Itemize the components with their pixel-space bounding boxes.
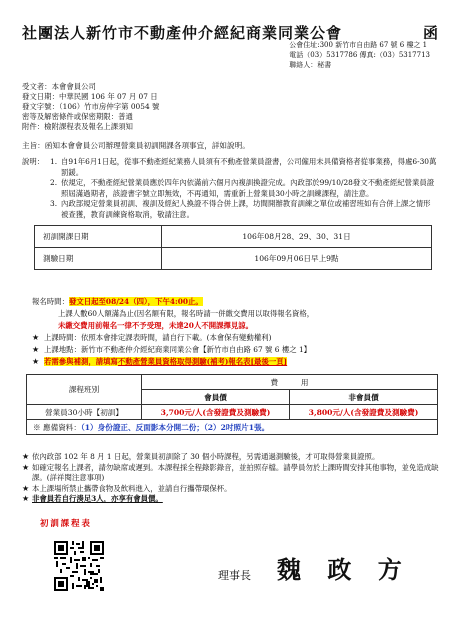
table-row <box>35 226 432 248</box>
document-type: 函 <box>423 24 439 42</box>
contact-address: 公會住址:300 新竹市自由路 67 號 6 樓之 1 <box>289 41 428 49</box>
note-lead: 說明： <box>22 157 45 166</box>
meta-security: 密等及解密條件或保密期限：普通 <box>22 112 133 121</box>
member-header: 會員價 <box>142 390 290 405</box>
star-icon: ★ <box>22 462 30 472</box>
nonmember-price: 3,800元/人(含發證費及測驗費) <box>290 405 438 420</box>
list-item: ★ 非會員若自行湊足3人，亦享有會員價。 <box>22 494 163 503</box>
star-icon: ★ <box>32 333 40 342</box>
list-item: ★ 如確定報名上課者，請勿缺席或遲到。本課程採全程錄影錄音，並拍照存檔。請學員勿於上課時間安排其他事物，並免造成缺課。(詳祥閱注意事項) <box>22 462 439 482</box>
makeup-test-line: ★ 若需參與補測，請填寫不動產營業員資格取得測驗(補考)報名表[最後一頁] <box>32 357 288 366</box>
contact-phone: 電話（03）5317786 傳真:（03）5317713 <box>289 51 430 59</box>
meta-date: 發文日期：中華民國 106 年 07 月 07 日 <box>22 92 158 101</box>
class-name: 營業員30小時【初訓】 <box>27 405 142 420</box>
schedule-value: 106年09月06日早上9點 <box>162 248 432 270</box>
note-item: 3. 內政部規定營業員初訓、複訓及經紀人換證不得合併上課，坊間開辦教育訓練之單位或補習班如有合併上課之情形被查獲，教育訓練資格取消，敬請注意。 <box>50 199 431 219</box>
document-title: 社團法人新竹市不動產仲介經紀商業同業公會 <box>22 24 343 42</box>
star-icon: ★ <box>32 345 40 354</box>
star-icon: ★ <box>22 494 30 503</box>
contact-person: 聯絡人：秘書 <box>289 61 332 69</box>
registration-section <box>32 296 442 368</box>
schedule-label: 測驗日期 <box>35 248 162 270</box>
registration-capacity: 上課人數60人額滿為止(因名額有限，報名時請一併繳交費用以取得報名資格， <box>58 309 315 318</box>
class-header: 課程班別 <box>27 375 142 405</box>
signer-name: 魏 政 方 <box>277 555 411 584</box>
meta-number: 發文字號：（106）竹市房仲字第 0054 號 <box>22 102 160 111</box>
class-time-line: ★ 上課時間：依照本會排定課表時間，請自行下載。(本會保有變動權利) <box>32 333 272 342</box>
qr-caption: 初訓課程表 <box>40 518 92 528</box>
table-row <box>27 420 438 435</box>
fee-table <box>26 374 438 435</box>
makeup-form-link: 不動產營業員資格取得測驗(補考)報名表[最後一頁] <box>117 357 288 366</box>
meta-recipient: 受文者：本會會員公司 <box>22 82 96 91</box>
nonmember-header: 非會員價 <box>290 390 438 405</box>
footer-notes <box>22 452 440 505</box>
member-price: 3,700元/人(含發證費及測驗費) <box>142 405 290 420</box>
class-location-line: ★ 上課地點：新竹市不動產仲介經紀商業同業公會【新竹市自由路 67 號 6 樓之 1】 <box>32 345 312 354</box>
document-meta <box>22 82 159 132</box>
list-item: ★ 依內政部 102 年 8 月 1 日起，營業員初訓除了 30 個小時課程，另需通過測驗後，才可取得營業員證照。 <box>22 452 380 461</box>
schedule-table <box>34 225 432 270</box>
meta-attachment: 附件：檢附課程表及報名上課須知 <box>22 122 133 131</box>
star-icon: ★ <box>22 483 30 493</box>
note-item: 2. 依規定，不動產經紀營業員應於四年內依滿前六個月內複訓換證完成。內政部於99/10/28發文不動產經紀營業員證照屆滿過期者，該證書字號立即無效，不再通知，需重新上營業員30小時之訓練課程，請注意。 <box>50 178 435 198</box>
qr-code-icon[interactable] <box>54 541 104 591</box>
no-refund-notice: 未繳交費用前報名一律不予受理，未達20人不開課擇見諒。 <box>58 321 254 330</box>
table-row <box>27 405 438 420</box>
table-row <box>27 375 438 390</box>
required-documents: ※ 應備資料：（1）身份證正、反面影本分開二份；（2）2吋照片1張。 <box>27 420 438 435</box>
note-item: 說明： 1. 自91年6月1日起，從事不動產經紀業務人員須有不動產營業員證書，公司僱用未具備資格者從事業務，得處6-30萬罰鍰。 <box>22 157 437 177</box>
explanation-section <box>22 157 437 220</box>
star-icon: ★ <box>32 357 40 366</box>
signer-title: 理事長 <box>218 569 251 582</box>
registration-deadline: 發文日起至08/24（四），下午4:00止。 <box>68 297 203 306</box>
table-row <box>35 248 432 270</box>
fee-header: 費 用 <box>142 375 438 390</box>
registration-time: 報名時間：發文日起至08/24（四），下午4:00止。 <box>32 297 203 306</box>
schedule-value: 106年08月28、29、30、31日 <box>162 226 432 248</box>
contact-block <box>289 40 430 70</box>
star-icon: ★ <box>22 452 30 461</box>
subject-line: 主旨：函知本會會員公司辦理營業員初訓開課各項事宜，詳如說明。 <box>22 141 250 150</box>
list-item: ★ 本上課場所禁止攜帶食物及飲料進入，並請自行攜帶環保杯。 <box>22 483 232 493</box>
schedule-label: 初訓開課日期 <box>35 226 162 248</box>
